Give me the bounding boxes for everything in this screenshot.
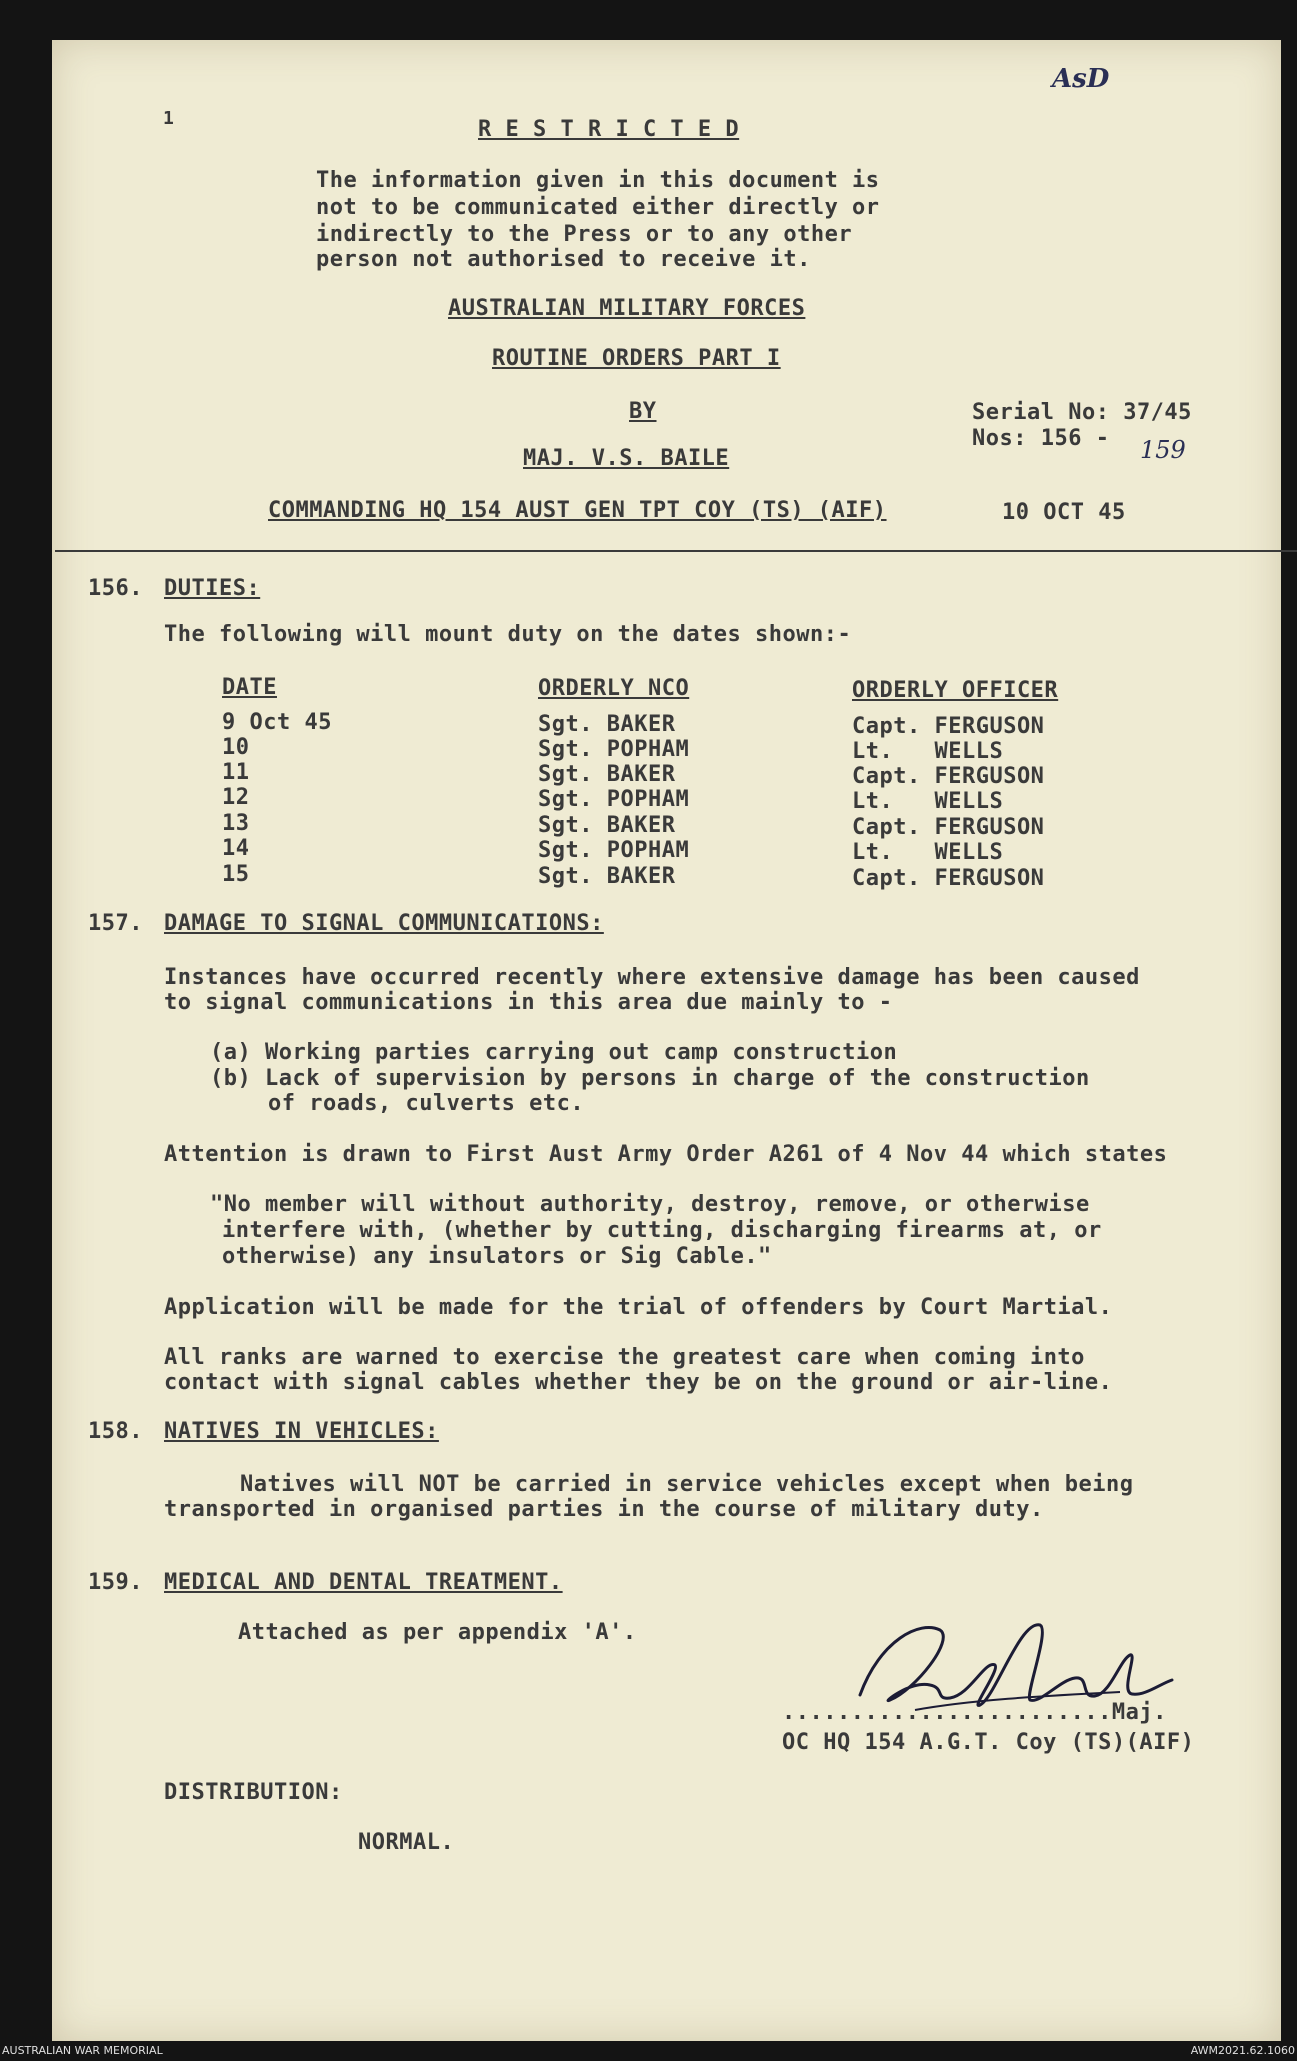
order-156-intro: The following will mount duty on the dates shown:- <box>164 622 852 647</box>
duty-nco: Sgt. POPHAM <box>538 787 690 812</box>
duty-nco: Sgt. BAKER <box>538 813 676 838</box>
duty-date: 13 <box>222 811 250 836</box>
duty-nco: Sgt. POPHAM <box>538 737 690 762</box>
order-157-item-b-line-1: (b) Lack of supervision by persons in charge of the construction <box>210 1066 1090 1091</box>
duty-nco: Sgt. BAKER <box>538 864 676 889</box>
order-157-item-a: (a) Working parties carrying out camp construction <box>210 1040 898 1065</box>
signature-unit: OC HQ 154 A.G.T. Coy (TS)(AIF) <box>782 1730 1195 1755</box>
duty-officer: Capt. FERGUSON <box>852 714 1045 739</box>
notice-line-3: indirectly to the Press or to any other <box>316 222 853 247</box>
duty-date: 14 <box>222 836 250 861</box>
orders-title: ROUTINE ORDERS PART I <box>492 346 781 371</box>
duty-officer: Capt. FERGUSON <box>852 815 1045 840</box>
duty-date: 15 <box>222 862 250 887</box>
duty-nco: Sgt. BAKER <box>538 762 676 787</box>
duty-column-officer: ORDERLY OFFICER <box>852 678 1059 703</box>
order-156-number: 156. <box>88 576 143 601</box>
order-157-attention: Attention is drawn to First Aust Army Order A261 of 4 Nov 44 which states <box>164 1142 1168 1167</box>
order-157-application: Application will be made for the trial of offenders by Court Martial. <box>164 1295 1113 1320</box>
by-label: BY <box>629 399 657 424</box>
order-158-title: NATIVES IN VEHICLES: <box>164 1419 439 1444</box>
order-numbers-handwritten: 159 <box>1140 436 1186 464</box>
distribution-value: NORMAL. <box>358 1830 455 1855</box>
order-157-quote-line-1: "No member will without authority, destroy, remove, or otherwise <box>210 1192 1090 1217</box>
order-157-warning-line-1: All ranks are warned to exercise the greatest care when coming into <box>164 1345 1085 1370</box>
force-title: AUSTRALIAN MILITARY FORCES <box>448 296 806 321</box>
serial-number: Serial No: 37/45 <box>972 400 1192 425</box>
duty-nco: Sgt. POPHAM <box>538 838 690 863</box>
order-157-quote-line-3: otherwise) any insulators or Sig Cable." <box>222 1244 772 1269</box>
footer-accession-number: AWM2021.62.1060 <box>1190 2044 1295 2057</box>
duty-column-date: DATE <box>222 675 277 700</box>
duty-date: 10 <box>222 735 250 760</box>
order-159-text: Attached as per appendix 'A'. <box>238 1620 637 1645</box>
restricted-heading: R E S T R I C T E D <box>478 117 740 142</box>
duty-column-nco: ORDERLY NCO <box>538 676 690 701</box>
order-157-warning-line-2: contact with signal cables whether they be on the ground or air-line. <box>164 1370 1113 1395</box>
command-title: COMMANDING HQ 154 AUST GEN TPT COY (TS) (AIF) <box>268 498 887 523</box>
order-158-line-2: transported in organised parties in the course of military duty. <box>164 1497 1044 1522</box>
notice-line-1: The information given in this document is <box>316 168 880 193</box>
order-157-item-b-line-2: of roads, culverts etc. <box>268 1091 585 1116</box>
duty-date: 11 <box>222 760 250 785</box>
duty-officer: Capt. FERGUSON <box>852 866 1045 891</box>
order-159-number: 159. <box>88 1570 143 1595</box>
distribution-label: DISTRIBUTION: <box>164 1780 343 1805</box>
order-159-title: MEDICAL AND DENTAL TREATMENT. <box>164 1570 563 1595</box>
issue-date: 10 OCT 45 <box>1002 500 1126 525</box>
signature-line: ........................Maj. <box>782 1700 1167 1725</box>
order-157-para-line-2: to signal communications in this area due mainly to - <box>164 990 893 1015</box>
duty-officer: Lt. WELLS <box>852 789 1004 814</box>
duty-officer: Lt. WELLS <box>852 739 1004 764</box>
top-right-initials: AsD <box>1052 64 1110 94</box>
notice-line-4: person not authorised to receive it. <box>316 247 811 272</box>
footer-archive-name: AUSTRALIAN WAR MEMORIAL <box>2 2044 163 2057</box>
duty-officer: Lt. WELLS <box>852 840 1004 865</box>
order-158-number: 158. <box>88 1419 143 1444</box>
left-margin-mark: 1 <box>163 108 175 129</box>
duty-date: 12 <box>222 785 250 810</box>
order-157-number: 157. <box>88 911 143 936</box>
duty-officer: Capt. FERGUSON <box>852 764 1045 789</box>
header-divider <box>55 550 1297 552</box>
order-157-quote-line-2: interfere with, (whether by cutting, discharging firearms at, or <box>222 1218 1102 1243</box>
officer-name: MAJ. V.S. BAILE <box>523 446 730 471</box>
duty-nco: Sgt. BAKER <box>538 712 676 737</box>
duty-date: 9 Oct 45 <box>222 710 332 735</box>
order-157-title: DAMAGE TO SIGNAL COMMUNICATIONS: <box>164 911 604 936</box>
order-156-title: DUTIES: <box>164 576 261 601</box>
order-158-line-1: Natives will NOT be carried in service vehicles except when being <box>240 1472 1134 1497</box>
order-numbers: Nos: 156 - <box>972 426 1110 451</box>
order-157-para-line-1: Instances have occurred recently where extensive damage has been caused <box>164 965 1140 990</box>
notice-line-2: not to be communicated either directly or <box>316 195 880 220</box>
